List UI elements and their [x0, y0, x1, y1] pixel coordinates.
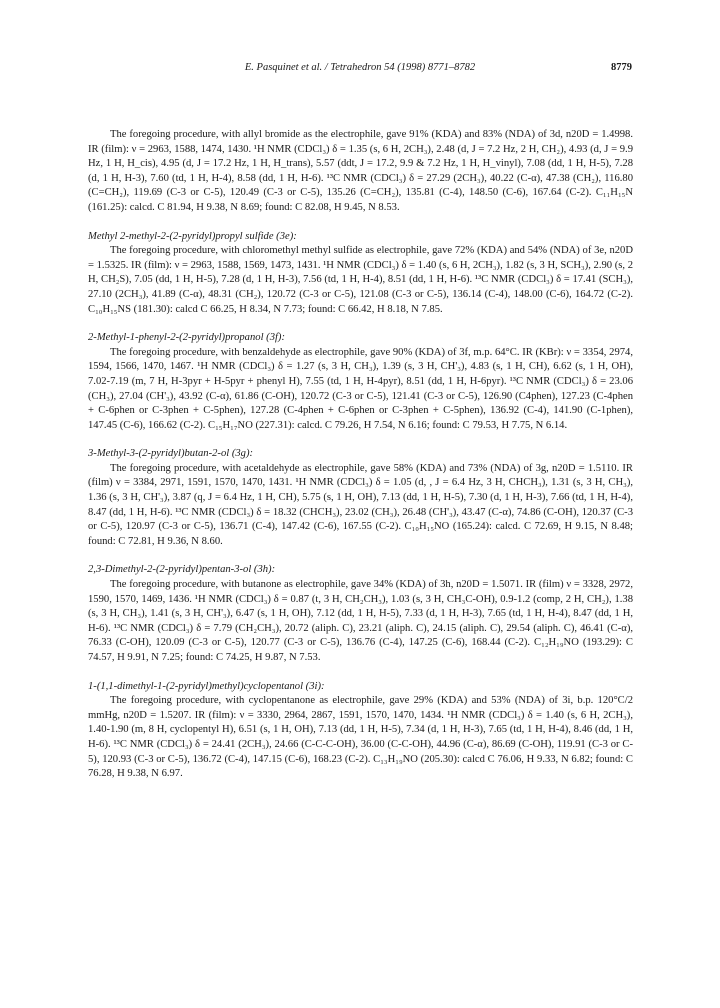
section-title: Methyl 2-methyl-2-(2-pyridyl)propyl sulfide (3e): [88, 230, 297, 242]
compound-3f-section [88, 331, 633, 433]
section-body: The foregoing procedure, with butanone as electrophile, gave 34% (KDA) of 3h, n20D = 1.5071. IR (film) ν = 3328, 2972, 1590, 1570, 1469, 1436. ¹H NMR (CDCl₃) δ = 0.87 (t, 3 H, CH₂CH₃), 1.03 (s, 3 H, CH₃C-OH), 0.9-1.2 (comp, 2 H, CH₂), 1.38 (s, 3 H, CH₃), 1.41 (s, 3 H, CH'₃), 6.47 (s, 1 H, OH), 7.12 (dd, 1 H, H-5), 7.33 (d, 1 H, H-3), 7.65 (td, 1 H, H-4), 8.47 (dd, 1 H, H-6). ¹³C NMR (CDCl₃) δ = 7.79 (CH₂CH₃), 20.72 (aliph. C), 23.21 (aliph. C), 24.15 (aliph. C), 29.54 (aliph. C), 46.41 (C-α), 76.33 (C-OH), 120.09 (C-3 or C-5), 120.77 (C-3 or C-5), 136.76 (C-4), 147.25 (C-6), 168.44 (C-2). C₁₂H₁₉NO (193.29): C 74.57, H 9.91, N 7.25; found: C 74.25, H 9.87, N 7.53. [88, 579, 633, 663]
compound-3h-section [88, 563, 633, 665]
compound-3e-section [88, 230, 633, 318]
section-body: The foregoing procedure, with benzaldehyde as electrophile, gave 90% (KDA) of 3f, m.p. 64°C. IR (KBr): ν = 3354, 2974, 1594, 1566, 1470, 1467. ¹H NMR (CDCl₃) δ = 1.27 (s, 3 H, CH₃), 1.39 (s, 3 H, CH'₃), 4.83 (s, 1 H, CH), 6.62 (s, 1 H, OH), 7.02-7.19 (m, 7 H, H-3pyr + H-5pyr + phenyl H), 7.55 (td, 1 H, H-4pyr), 8.51 (dd, 1 H, H-6pyr). ¹³C NMR (CDCl₃) δ = 23.06 (CH₃), 27.04 (CH'₃), 43.92 (C-α), 61.86 (C-OH), 120.72 (C-3 or C-5), 121.41 (C-3 or C-5), 126.90 (C4phen), 127.23 (C-4phen + C-6phen or C-3phen + C-5phen), 127.28 (C-4phen + C-6phen or C-3phen + C-5phen), 136.92 (C-4), 141.90 (C-1phen), 147.45 (C-6), 166.62 (C-2). C₁₅H₁₇NO (227.31): calcd. C 79.26, H 7.54, N 6.16; found: C 79.53, H 7.75, N 6.14. [88, 346, 633, 431]
section-body: The foregoing procedure, with cyclopentanone as electrophile, gave 29% (KDA) and 53% (NDA) of 3i, b.p. 120°C/2 mmHg, n20D = 1.5207. IR (film): ν = 3330, 2964, 2867, 1591, 1570, 1470, 1434. ¹H NMR (CDCl₃) δ = 1.40 (s, 6 H, 2CH₃), 1.40-1.90 (m, 8 H, cyclopentyl H), 6.51 (s, 1 H, OH), 7.13 (dd, 1 H, H-5), 7.34 (d, 1 H, H-3), 7.65 (td, 1 H, H-4), 8.46 (dd, 1 H, H-6). ¹³C NMR (CDCl₃) δ = 24.41 (2CH₃), 24.66 (C-C-C-OH), 36.00 (C-C-OH), 44.96 (C-α), 86.69 (C-OH), 119.91 (C-3 or C-5), 120.93 (C-3 or C-5), 136.72 (C-4), 147.15 (C-6), 168.23 (C-2). C₁₃H₁₉NO (205.30): calcd C 76.06, H 9.33, N 6.82; found: C 76.28, H 9.38, N 6.97. [88, 695, 633, 780]
section-title: 2,3-Dimethyl-2-(2-pyridyl)pentan-3-ol (3h): [88, 564, 276, 576]
section-body: The foregoing procedure, with chloromethyl methyl sulfide as electrophile, gave 72% (KDA) and 54% (NDA) of 3e, n20D = 1.5325. IR (film): ν = 2963, 1588, 1569, 1473, 1431. ¹H NMR (CDCl₃) δ = 1.40 (s, 6 H, 2CH₃), 1.82 (s, 3 H, SCH₃), 2.90 (s, 2 H, CH₂S), 7.05 (dd, 1 H, H-5), 7.28 (d, 1 H, H-3), 7.56 (td, 1 H, H-4), 8.51 (dd, 1 H, H-6). ¹³C NMR (CDCl₃) δ = 17.41 (SCH₃), 27.10 (2CH₃), 41.89 (C-α), 48.31 (CH₂), 120.72 (C-3 or C-5), 121.08 (C-3 or C-5), 136.14 (C-4), 148.00 (C-6), 164.72 (C-2). C₁₀H₁₅NS (181.30): calcd C 66.25, H 8.34, N 7.73; found: C 66.42, H 8.18, N 7.85. [88, 245, 633, 315]
compound-3i-section [88, 680, 633, 782]
section-title: 2-Methyl-1-phenyl-2-(2-pyridyl)propanol (3f): [88, 332, 285, 344]
section-body: The foregoing procedure, with acetaldehyde as electrophile, gave 58% (KDA) and 73% (NDA) of 3g, n20D = 1.5110. IR (film) ν = 3384, 2971, 1591, 1570, 1470, 1431. ¹H NMR (CDCl₃) δ = 1.05 (d, , J = 6.4 Hz, 3 H, CHCH₃), 1.31 (s, 3 H, CH₃), 1.36 (s, 3 H, CH'₃), 3.87 (q, J = 6.4 Hz, 1 H, CH), 5.75 (s, 1 H, OH), 7.13 (dd, 1 H, H-5), 7.30 (d, 1 H, H-3), 7.66 (td, 1 H, H-4), 8.47 (dd, 1 H, H-6). ¹³C NMR (CDCl₃) δ = 18.32 (CHCH₃), 23.02 (CH₃), 26.48 (CH'₃), 43.47 (C-α), 74.86 (C-OH), 120.37 (C-3 or C-5), 120.97 (C-3 or C-5), 136.71 (C-4), 147.42 (C-6), 167.55 (C-2). C₁₀H₁₅NO (165.24): calcd. C 72.69, H 9.15, N 8.48; found: C 72.81, H 9.36, N 8.60. [88, 462, 633, 547]
page-number: 8779 [611, 62, 632, 73]
article-body [88, 128, 633, 782]
compound-3g-section [88, 447, 633, 549]
section-title: 1-(1,1-dimethyl-1-(2-pyridyl)methyl)cyclopentanol (3i): [88, 680, 325, 692]
running-title: E. Pasquinet et al. / Tetrahedron 54 (1998) 8771–8782 [244, 62, 476, 73]
compound-3d-paragraph: The foregoing procedure, with allyl bromide as the electrophile, gave 91% (KDA) and 83% (NDA) of 3d, n20D = 1.4998. IR (film): ν = 2963, 1588, 1474, 1430. ¹H NMR (CDCl₃) δ = 1.35 (s, 6 H, 2CH₃), 2.48 (d, J = 7.2 Hz, 2 H, CH₂), 4.93 (d, J = 9.9 Hz, 1 H, H_cis), 4.95 (d, J = 17.2 Hz, 1 H, H_trans), 5.57 (ddt, J = 17.2, 9.9 & 7.2 Hz, 1 H, H_vinyl), 7.08 (dd, 1 H, H-5), 7.28 (d, 1 H, H-3), 7.60 (td, 1 H, H-4), 8.58 (dd, 1 H, H-6). ¹³C NMR (CDCl₃) δ = 27.29 (2CH₃), 40.22 (C-α), 47.38 (CH₂), 116.80 (C=CH₂), 119.69 (C-3 or C-5), 120.49 (C-3 or C-5), 135.26 (C=CH₂), 135.81 (C-4), 148.50 (C-6), 167.64 (C-2). C₁₁H₁₅N (161.25): calcd. C 81.94, H 9.38, N 8.69; found: C 82.08, H 9.45, N 8.53. [88, 129, 633, 213]
section-title: 3-Methyl-3-(2-pyridyl)butan-2-ol (3g): [88, 448, 254, 460]
page-header [88, 62, 632, 80]
